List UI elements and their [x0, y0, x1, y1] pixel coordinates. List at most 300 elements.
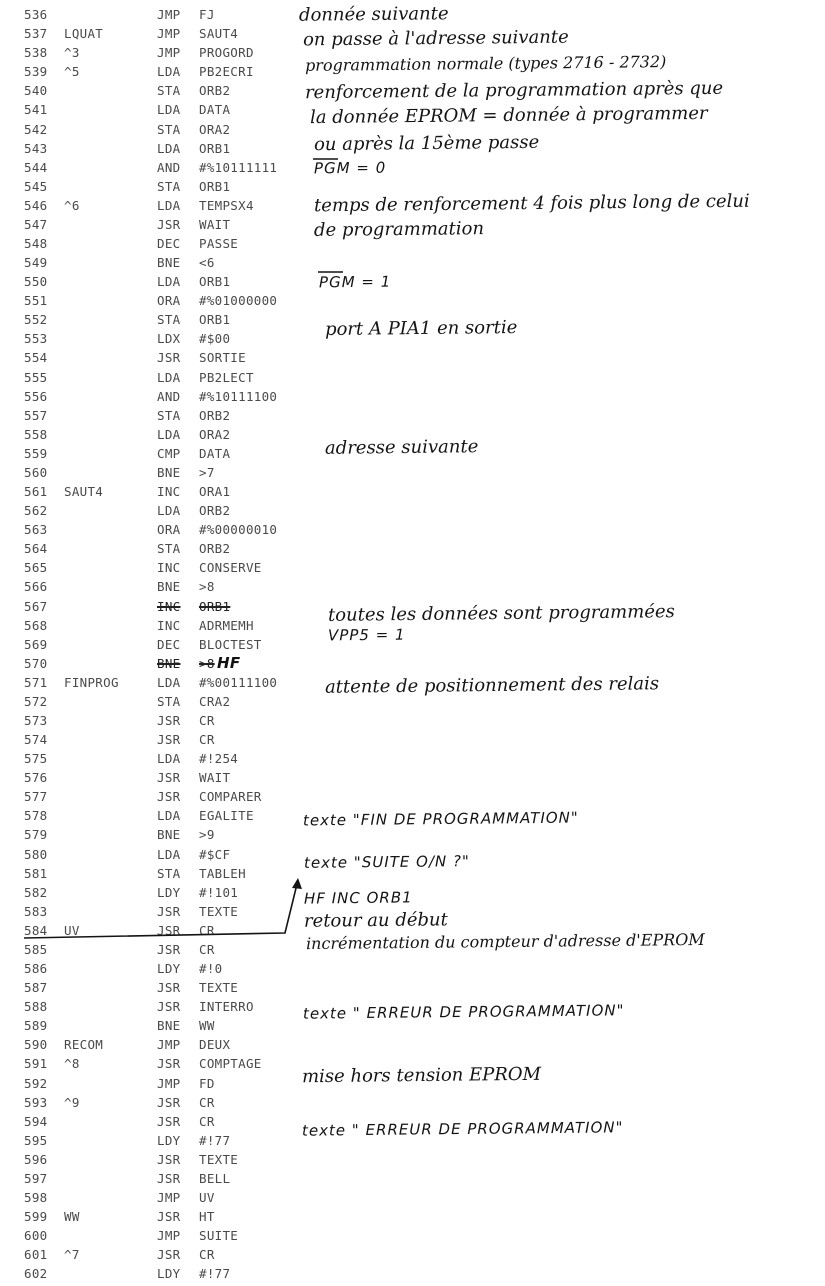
operand: >8 [199, 655, 215, 671]
note-vpp5-1: VPP5 = 1 [327, 625, 406, 645]
note-renforcement: renforcement de la programmation après que [304, 77, 724, 104]
listing-row [0, 1228, 300, 1248]
listing-row [0, 961, 300, 981]
note-donnee-suivante: donnée suivante [298, 3, 449, 26]
operand: ORA1 [199, 484, 231, 499]
line-number: 591 [24, 1056, 48, 1072]
listing-row [0, 465, 300, 485]
line-number: 586 [24, 961, 48, 976]
listing-row [0, 694, 300, 714]
label: RECOM [64, 1037, 104, 1053]
mnemonic: LDY [157, 1266, 181, 1282]
listing-row [0, 370, 300, 390]
listing-row [0, 1037, 300, 1057]
mnemonic: JSR [157, 713, 181, 728]
line-number: 559 [24, 445, 48, 461]
mnemonic: STA [157, 865, 181, 881]
mnemonic: AND [157, 159, 181, 175]
handwritten-operand: HF [217, 653, 241, 672]
mnemonic: LDY [157, 1132, 181, 1148]
listing-row [0, 1076, 300, 1096]
line-number: 543 [24, 140, 48, 156]
line-number: 548 [24, 236, 48, 251]
mnemonic: LDA [157, 674, 181, 690]
listing-row [0, 141, 300, 161]
mnemonic: BNE [157, 655, 181, 671]
mnemonic: JSR [157, 1113, 181, 1129]
listing-row [0, 389, 300, 409]
label: ^6 [64, 197, 80, 213]
listing-row [0, 122, 300, 142]
label: ^9 [64, 1094, 80, 1110]
listing-row [0, 1209, 300, 1229]
line-number: 569 [24, 636, 48, 652]
listing-row [0, 179, 300, 199]
line-number: 546 [24, 197, 48, 213]
listing-row [0, 1152, 300, 1172]
listing-row [0, 904, 300, 924]
line-number: 541 [24, 102, 48, 118]
mnemonic: LDA [157, 369, 181, 385]
listing-row [0, 847, 300, 867]
mnemonic: JMP [157, 26, 181, 42]
mnemonic: DEC [157, 236, 181, 251]
operand: COMPARER [199, 789, 262, 805]
operand: PROGORD [199, 45, 254, 61]
listing-row [0, 751, 300, 771]
mnemonic: JSR [157, 1247, 181, 1263]
line-number: 577 [24, 789, 48, 805]
mnemonic: JSR [157, 216, 181, 232]
line-number: 563 [24, 522, 48, 538]
mnemonic: JSR [157, 350, 181, 366]
line-number: 566 [24, 579, 48, 595]
line-number: 557 [24, 407, 48, 423]
note-adresse-suivante: on passe à l'adresse suivante [302, 26, 569, 51]
operand: DATA [199, 102, 231, 118]
line-number: 600 [24, 1228, 48, 1244]
note-incrementation-compteur: incrémentation du compteur d'adresse d'EPROM [305, 929, 705, 954]
line-number: 553 [24, 331, 48, 347]
mnemonic: JMP [157, 7, 181, 22]
mnemonic: LDA [157, 846, 181, 862]
note-pgm-1: PGM = 1 [318, 272, 392, 292]
line-number: 580 [24, 846, 48, 862]
note-adresse-suivante-2: adresse suivante [324, 436, 479, 459]
line-number: 597 [24, 1170, 48, 1186]
listing-row [0, 522, 300, 542]
line-number: 545 [24, 178, 48, 194]
mnemonic: STA [157, 83, 181, 99]
operand: CR [199, 941, 215, 957]
operand: #!77 [199, 1266, 231, 1282]
line-number: 564 [24, 541, 48, 557]
operand: FD [199, 1075, 215, 1091]
operand: ORB1 [199, 312, 231, 328]
operand: PB2ECRI [199, 64, 254, 80]
line-number: 574 [24, 732, 48, 747]
mnemonic: LDA [157, 274, 181, 290]
listing-row [0, 885, 300, 905]
label: ^7 [64, 1247, 80, 1263]
line-number: 590 [24, 1037, 48, 1053]
note-programmation-normale: programmation normale (types 2716 - 2732) [304, 52, 667, 75]
mnemonic: BNE [157, 1018, 181, 1034]
line-number: 536 [24, 7, 48, 22]
label: WW [64, 1209, 80, 1224]
listing-row [0, 255, 300, 275]
listing-row [0, 980, 300, 1000]
operand: ORA2 [199, 121, 231, 137]
line-number: 555 [24, 369, 48, 385]
mnemonic: BNE [157, 464, 181, 480]
mnemonic: JMP [157, 1075, 181, 1091]
operand: ADRMEMH [199, 617, 254, 633]
note-texte-erreur-2: texte " ERREUR DE PROGRAMMATION" [301, 1118, 624, 1140]
line-number: 587 [24, 980, 48, 996]
line-number: 537 [24, 26, 48, 42]
note-attente-relais: attente de positionnement des relais [324, 673, 660, 698]
note-mise-hors-tension: mise hors tension EPROM [301, 1063, 542, 1088]
operand: ORB1 [199, 598, 231, 614]
operand: WAIT [199, 216, 231, 232]
line-number: 544 [24, 159, 48, 175]
listing-row [0, 808, 300, 828]
operand: ORB2 [199, 407, 231, 423]
operand: >8 [199, 579, 215, 595]
listing-row [0, 408, 300, 428]
operand: ORB1 [199, 274, 231, 290]
listing-row [0, 732, 300, 752]
listing-row [0, 102, 300, 122]
operand: #%10111100 [199, 388, 278, 404]
listing-row [0, 942, 300, 962]
operand: CR [199, 1247, 215, 1263]
label: LQUAT [64, 26, 104, 42]
note-texte-fin-programmation: texte "FIN DE PROGRAMMATION" [302, 808, 579, 830]
operand: TEXTE [199, 980, 239, 996]
listing-row [0, 999, 300, 1019]
mnemonic: LDA [157, 102, 181, 118]
listing-row [0, 64, 300, 84]
note-hf-inc-orb1: HF INC ORB1 [303, 888, 413, 908]
listing-row [0, 83, 300, 103]
operand: ORA2 [199, 426, 231, 442]
mnemonic: JMP [157, 1228, 181, 1244]
note-port-a-pia1: port A PIA1 en sortie [324, 316, 518, 341]
listing-row [0, 236, 300, 256]
mnemonic: AND [157, 388, 181, 404]
operand: ORB2 [199, 83, 231, 99]
listing-row [0, 653, 300, 676]
mnemonic: JSR [157, 789, 181, 805]
mnemonic: JSR [157, 980, 181, 996]
line-number: 599 [24, 1209, 48, 1224]
note-de-programmation: de programmation [313, 218, 485, 241]
operand: CR [199, 1094, 215, 1110]
mnemonic: JSR [157, 1209, 181, 1224]
listing-row [0, 770, 300, 790]
listing-row [0, 484, 300, 504]
operand: ORB1 [199, 178, 231, 194]
mnemonic: LDY [157, 961, 181, 976]
mnemonic: STA [157, 693, 181, 709]
listing-row [0, 1018, 300, 1038]
line-number: 598 [24, 1190, 48, 1205]
operand: BLOCTEST [199, 636, 262, 652]
line-number: 562 [24, 503, 48, 519]
mnemonic: JMP [157, 45, 181, 61]
listing-row [0, 923, 300, 943]
line-number: 578 [24, 808, 48, 824]
listing-row [0, 427, 300, 447]
mnemonic: INC [157, 484, 181, 499]
listing-row [0, 618, 300, 638]
mnemonic: STA [157, 541, 181, 557]
listing-row [0, 26, 300, 46]
listing-row [0, 350, 300, 370]
line-number: 560 [24, 464, 48, 480]
note-retour-debut: retour au début [303, 909, 448, 932]
operand: #%01000000 [199, 293, 278, 309]
operand: CR [199, 1113, 215, 1129]
operand: >7 [199, 464, 215, 480]
line-number: 573 [24, 713, 48, 728]
operand: CRA2 [199, 693, 231, 709]
mnemonic: BNE [157, 579, 181, 595]
mnemonic: STA [157, 121, 181, 137]
operand: TEXTE [199, 1151, 239, 1167]
note-donnees-programmees: toutes les données sont programmées [327, 601, 675, 626]
operand: #%10111111 [199, 159, 278, 175]
operand: TEMPSX4 [199, 197, 254, 213]
label: ^3 [64, 45, 80, 61]
operand: CR [199, 713, 215, 728]
line-number: 549 [24, 255, 48, 270]
mnemonic: JSR [157, 1056, 181, 1072]
listing-row [0, 1247, 300, 1267]
line-number: 556 [24, 388, 48, 404]
note-pgm-0: PGM = 0 [313, 158, 387, 178]
line-number: 601 [24, 1247, 48, 1263]
listing-row [0, 789, 300, 809]
operand: UV [199, 1190, 215, 1205]
line-number: 558 [24, 426, 48, 442]
listing-row [0, 503, 300, 523]
mnemonic: STA [157, 312, 181, 328]
mnemonic: STA [157, 178, 181, 194]
note-donnee-eprom: la donnée EPROM = donnée à programmer [309, 102, 708, 129]
operand: CONSERVE [199, 560, 262, 576]
line-number: 585 [24, 941, 48, 957]
operand: #%00111100 [199, 674, 278, 690]
mnemonic: DEC [157, 636, 181, 652]
mnemonic: INC [157, 617, 181, 633]
line-number: 539 [24, 64, 48, 80]
mnemonic: LDA [157, 751, 181, 767]
operand: #$CF [199, 846, 231, 862]
mnemonic: JSR [157, 1170, 181, 1186]
mnemonic: JSR [157, 732, 181, 747]
operand: TEXTE [199, 903, 239, 919]
line-number: 584 [24, 922, 48, 938]
mnemonic: INC [157, 560, 181, 576]
line-number: 554 [24, 350, 48, 366]
mnemonic: LDX [157, 331, 181, 347]
mnemonic: CMP [157, 445, 181, 461]
line-number: 571 [24, 674, 48, 690]
mnemonic: STA [157, 407, 181, 423]
line-number: 579 [24, 827, 48, 843]
operand: SAUT4 [199, 26, 239, 42]
line-number: 540 [24, 83, 48, 99]
mnemonic: JSR [157, 1151, 181, 1167]
line-number: 551 [24, 293, 48, 309]
label: SAUT4 [64, 484, 104, 499]
operand: WW [199, 1018, 215, 1034]
line-number: 594 [24, 1113, 48, 1129]
line-number: 593 [24, 1094, 48, 1110]
note-temps-renforcement: temps de renforcement 4 fois plus long de celui [313, 190, 750, 217]
operand: COMPTAGE [199, 1056, 262, 1072]
note-texte-suite: texte "SUITE O/N ?" [303, 852, 470, 872]
listing-row [0, 675, 300, 695]
line-number: 575 [24, 751, 48, 767]
mnemonic: BNE [157, 255, 181, 270]
listing-row [0, 446, 300, 466]
listing-row [0, 45, 300, 65]
line-number: 547 [24, 216, 48, 232]
label: ^5 [64, 64, 80, 80]
operand: #!101 [199, 884, 239, 900]
operand: #!77 [199, 1132, 231, 1148]
listing-row [0, 1114, 300, 1134]
label: FINPROG [64, 674, 119, 690]
operand: SORTIE [199, 350, 246, 366]
listing-row [0, 866, 300, 886]
mnemonic: LDA [157, 140, 181, 156]
line-number: 552 [24, 312, 48, 328]
operand: >9 [199, 827, 215, 843]
listing-row [0, 217, 300, 237]
note-15eme-passe: ou après la 15ème passe [313, 131, 540, 156]
operand: #$00 [199, 331, 231, 347]
listing-row [0, 1095, 300, 1115]
listing-row [0, 1190, 300, 1210]
listing-row [0, 827, 300, 847]
listing-row [0, 599, 300, 619]
listing-row [0, 312, 300, 332]
operand: SUITE [199, 1228, 239, 1244]
listing-row [0, 560, 300, 580]
line-number: 570 [24, 655, 48, 671]
line-number: 538 [24, 45, 48, 61]
label: UV [64, 922, 80, 938]
line-number: 592 [24, 1075, 48, 1091]
operand: BELL [199, 1170, 231, 1186]
operand: <6 [199, 255, 215, 270]
operand: #%00000010 [199, 522, 278, 538]
operand: CR [199, 922, 215, 938]
line-number: 572 [24, 693, 48, 709]
listing-row [0, 331, 300, 351]
line-number: 602 [24, 1266, 48, 1282]
line-number: 583 [24, 903, 48, 919]
listing-row [0, 637, 300, 657]
operand: DATA [199, 445, 231, 461]
mnemonic: JSR [157, 1094, 181, 1110]
mnemonic: JMP [157, 1037, 181, 1053]
mnemonic: JSR [157, 903, 181, 919]
line-number: 582 [24, 884, 48, 900]
listing-row [0, 293, 300, 313]
operand: ORB2 [199, 541, 231, 557]
listing-row [0, 579, 300, 599]
mnemonic: JSR [157, 999, 181, 1015]
listing-row [0, 160, 300, 180]
mnemonic: JSR [157, 941, 181, 957]
line-number: 568 [24, 617, 48, 633]
mnemonic: LDA [157, 64, 181, 80]
operand: WAIT [199, 770, 231, 786]
mnemonic: JSR [157, 770, 181, 786]
line-number: 561 [24, 484, 48, 499]
operand: INTERRO [199, 999, 254, 1015]
line-number: 595 [24, 1132, 48, 1148]
operand: ORB1 [199, 140, 231, 156]
listing-row [0, 1171, 300, 1191]
operand: HT [199, 1209, 215, 1224]
listing-row [0, 541, 300, 561]
operand: PB2LECT [199, 369, 254, 385]
note-texte-erreur-1: texte " ERREUR DE PROGRAMMATION" [302, 1001, 625, 1023]
mnemonic: LDA [157, 808, 181, 824]
line-number: 576 [24, 770, 48, 786]
listing-row [0, 1056, 300, 1076]
listing-row [0, 198, 300, 218]
operand: EGALITE [199, 808, 254, 824]
listing-row [0, 7, 300, 27]
line-number: 567 [24, 598, 48, 614]
operand: TABLEH [199, 865, 246, 881]
mnemonic: LDA [157, 426, 181, 442]
mnemonic: ORA [157, 293, 181, 309]
mnemonic: LDA [157, 503, 181, 519]
line-number: 550 [24, 274, 48, 290]
mnemonic: BNE [157, 827, 181, 843]
listing-row [0, 713, 300, 733]
listing-row [0, 1266, 300, 1286]
operand: CR [199, 732, 215, 747]
line-number: 588 [24, 999, 48, 1015]
line-number: 542 [24, 121, 48, 137]
mnemonic: JSR [157, 922, 181, 938]
mnemonic: JMP [157, 1190, 181, 1205]
label: ^8 [64, 1056, 80, 1072]
line-number: 565 [24, 560, 48, 576]
listing-row [0, 274, 300, 294]
operand: PASSE [199, 236, 239, 251]
line-number: 581 [24, 865, 48, 881]
mnemonic: LDA [157, 197, 181, 213]
operand: ORB2 [199, 503, 231, 519]
line-number: 596 [24, 1151, 48, 1167]
line-number: 589 [24, 1018, 48, 1034]
operand: #!0 [199, 961, 223, 976]
operand: #!254 [199, 751, 239, 767]
mnemonic: INC [157, 598, 181, 614]
operand: DEUX [199, 1037, 231, 1053]
